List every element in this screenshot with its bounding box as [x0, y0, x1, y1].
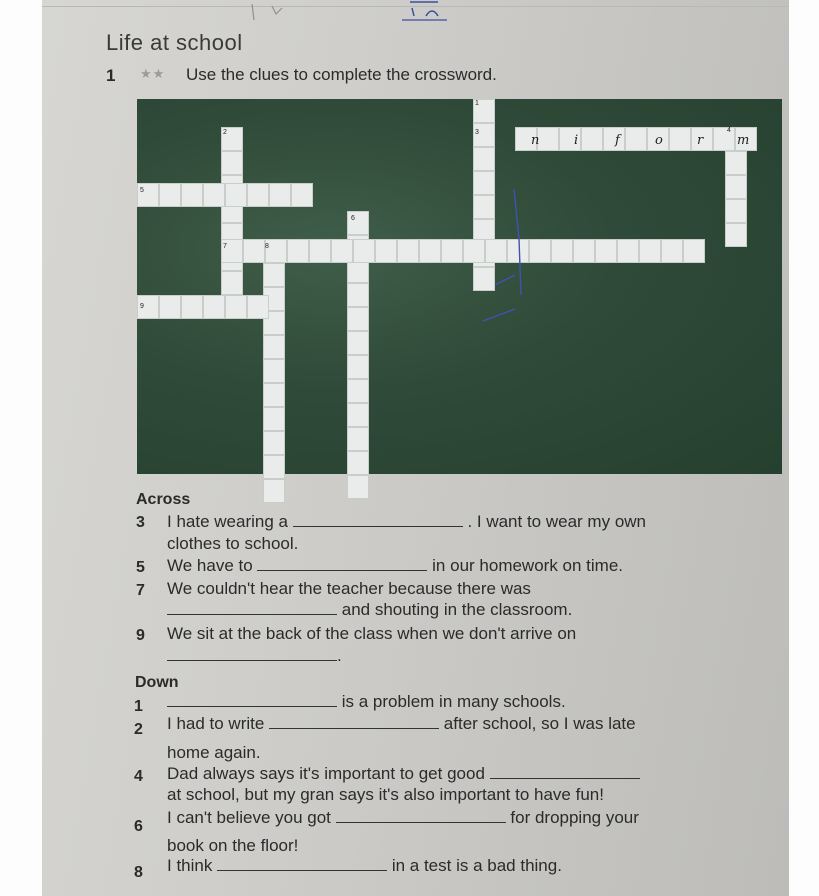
- crossword-cell[interactable]: [669, 127, 691, 151]
- crossword-cell[interactable]: [263, 335, 285, 359]
- across-heading: Across: [136, 491, 191, 508]
- crossword-cell[interactable]: [203, 183, 225, 207]
- crossword-cell[interactable]: [263, 431, 285, 455]
- down-clue-text: home again.: [167, 743, 261, 762]
- crossword-cell[interactable]: [347, 451, 369, 475]
- down-clue-text: I can't believe you got for dropping your: [167, 808, 639, 827]
- crossword-cell[interactable]: [625, 127, 647, 151]
- down-clue-number: 1: [134, 698, 143, 715]
- answer-blank[interactable]: [336, 808, 506, 823]
- crossword-cell[interactable]: [159, 295, 181, 319]
- crossword-cell[interactable]: [263, 479, 285, 503]
- crossword-cell[interactable]: [203, 295, 225, 319]
- across-clue-number: 5: [136, 559, 145, 576]
- answer-blank[interactable]: [257, 556, 427, 571]
- crossword-cell[interactable]: [291, 183, 313, 207]
- down-clue-text: is a problem in many schools.: [167, 692, 566, 712]
- clue-number-3: 3: [475, 129, 479, 136]
- across-clue-text: clothes to school.: [167, 534, 299, 553]
- crossword-cell[interactable]: [725, 151, 747, 175]
- answer-blank[interactable]: [490, 764, 640, 779]
- filled-letter: n: [531, 133, 540, 148]
- crossword-cell[interactable]: [617, 239, 639, 263]
- filled-letter: f: [615, 133, 620, 148]
- crossword-cell[interactable]: [347, 331, 369, 355]
- clue-number-9: 9: [140, 303, 144, 310]
- across-clue-text: I hate wearing a . I want to wear my own: [167, 512, 647, 531]
- crossword-cell[interactable]: [263, 359, 285, 383]
- crossword-cell[interactable]: [537, 127, 559, 151]
- crossword-cell[interactable]: [573, 239, 595, 263]
- clue-number-6: 6: [351, 215, 355, 222]
- down-clue-text: I think in a test is a bad thing.: [167, 856, 562, 875]
- crossword-cell[interactable]: [263, 407, 285, 431]
- answer-blank[interactable]: [167, 646, 337, 661]
- crossword-cell[interactable]: [725, 175, 747, 199]
- crossword-cell[interactable]: [181, 183, 203, 207]
- filled-letter: o: [655, 133, 663, 148]
- crossword-cell[interactable]: [287, 239, 309, 263]
- filled-letter: r: [697, 133, 704, 148]
- answer-blank[interactable]: [217, 856, 387, 871]
- crossword-cell[interactable]: [309, 239, 331, 263]
- clue-number-2: 2: [223, 129, 227, 136]
- crossword-cell[interactable]: [725, 199, 747, 223]
- crossword-cell[interactable]: [225, 295, 247, 319]
- page-title: Life at school: [106, 30, 243, 55]
- crossword-cell[interactable]: [269, 183, 291, 207]
- crossword-cell[interactable]: [683, 239, 705, 263]
- crossword-cell[interactable]: [159, 183, 181, 207]
- handwritten-marks: [242, 0, 482, 22]
- across-clue-number: 7: [136, 582, 145, 599]
- clue-number-7: 7: [223, 243, 227, 250]
- down-clue-number: 4: [134, 768, 143, 785]
- pen-marks: [475, 99, 535, 329]
- clue-number-5: 5: [140, 187, 144, 194]
- crossword-cell[interactable]: [353, 239, 375, 263]
- answer-blank[interactable]: [167, 600, 337, 615]
- exercise-number: 1: [106, 66, 116, 85]
- exercise-instruction: Use the clues to complete the crossword.: [186, 65, 497, 84]
- down-clue-text: Dad always says it's important to get good: [167, 764, 640, 784]
- answer-blank[interactable]: [167, 692, 337, 707]
- crossword-cell[interactable]: [347, 355, 369, 379]
- down-clue-text: book on the floor!: [167, 836, 299, 855]
- crossword-cell[interactable]: [347, 403, 369, 427]
- crossword-cell[interactable]: [551, 239, 573, 263]
- down-clue-number: 8: [134, 864, 143, 881]
- crossword-cell[interactable]: [347, 475, 369, 499]
- crossword-cell[interactable]: [639, 239, 661, 263]
- crossword-cell[interactable]: [397, 239, 419, 263]
- crossword-cell[interactable]: [347, 427, 369, 451]
- difficulty-stars: ★★: [140, 66, 166, 81]
- clue-number-8: 8: [265, 243, 269, 250]
- down-clue-text: I had to write after school, so I was late: [167, 714, 636, 733]
- across-clue-text: We have to in our homework on time.: [167, 556, 624, 575]
- across-clue-text: We sit at the back of the class when we don't arrive on: [167, 624, 577, 643]
- crossword-cell[interactable]: [225, 183, 247, 207]
- across-clue-number: 9: [136, 627, 145, 644]
- crossword-cell[interactable]: [221, 151, 243, 175]
- down-clue-number: 6: [134, 818, 143, 835]
- clue-number-1: 1: [475, 100, 479, 107]
- answer-blank[interactable]: [293, 512, 463, 527]
- crossword-cell[interactable]: [713, 127, 735, 151]
- crossword-cell[interactable]: [263, 263, 285, 287]
- crossword-cell[interactable]: [247, 295, 269, 319]
- crossword-cell[interactable]: [419, 239, 441, 263]
- crossword-cell[interactable]: [247, 183, 269, 207]
- down-clue-number: 2: [134, 721, 143, 738]
- crossword-cell[interactable]: [603, 127, 625, 151]
- crossword-cell[interactable]: [263, 455, 285, 479]
- crossword-cell[interactable]: [375, 239, 397, 263]
- crossword-cell[interactable]: [661, 239, 683, 263]
- crossword-cell[interactable]: [221, 271, 243, 295]
- crossword-cell[interactable]: [441, 239, 463, 263]
- crossword-cell[interactable]: [263, 383, 285, 407]
- crossword-cell[interactable]: [243, 239, 265, 263]
- filled-letter: m: [737, 133, 750, 148]
- down-heading: Down: [135, 674, 179, 691]
- crossword-cell[interactable]: [181, 295, 203, 319]
- crossword-cell[interactable]: [725, 223, 747, 247]
- across-clue-text: We couldn't hear the teacher because there was: [167, 579, 531, 598]
- clue-number-4: 4: [727, 127, 731, 134]
- crossword-cell[interactable]: [347, 379, 369, 403]
- across-clue-number: 3: [136, 514, 145, 531]
- filled-letter: i: [574, 133, 579, 148]
- answer-blank[interactable]: [269, 714, 439, 729]
- crossword-cell[interactable]: [581, 127, 603, 151]
- across-clue-text: .: [167, 646, 342, 666]
- crossword-cell[interactable]: [331, 239, 353, 263]
- crossword-cell[interactable]: [347, 307, 369, 331]
- crossword-cell[interactable]: [347, 283, 369, 307]
- down-clue-text: at school, but my gran says it's also important to have fun!: [167, 785, 604, 804]
- across-clue-text: and shouting in the classroom.: [167, 600, 572, 620]
- crossword-cell[interactable]: [595, 239, 617, 263]
- crossword-grid: [137, 99, 782, 474]
